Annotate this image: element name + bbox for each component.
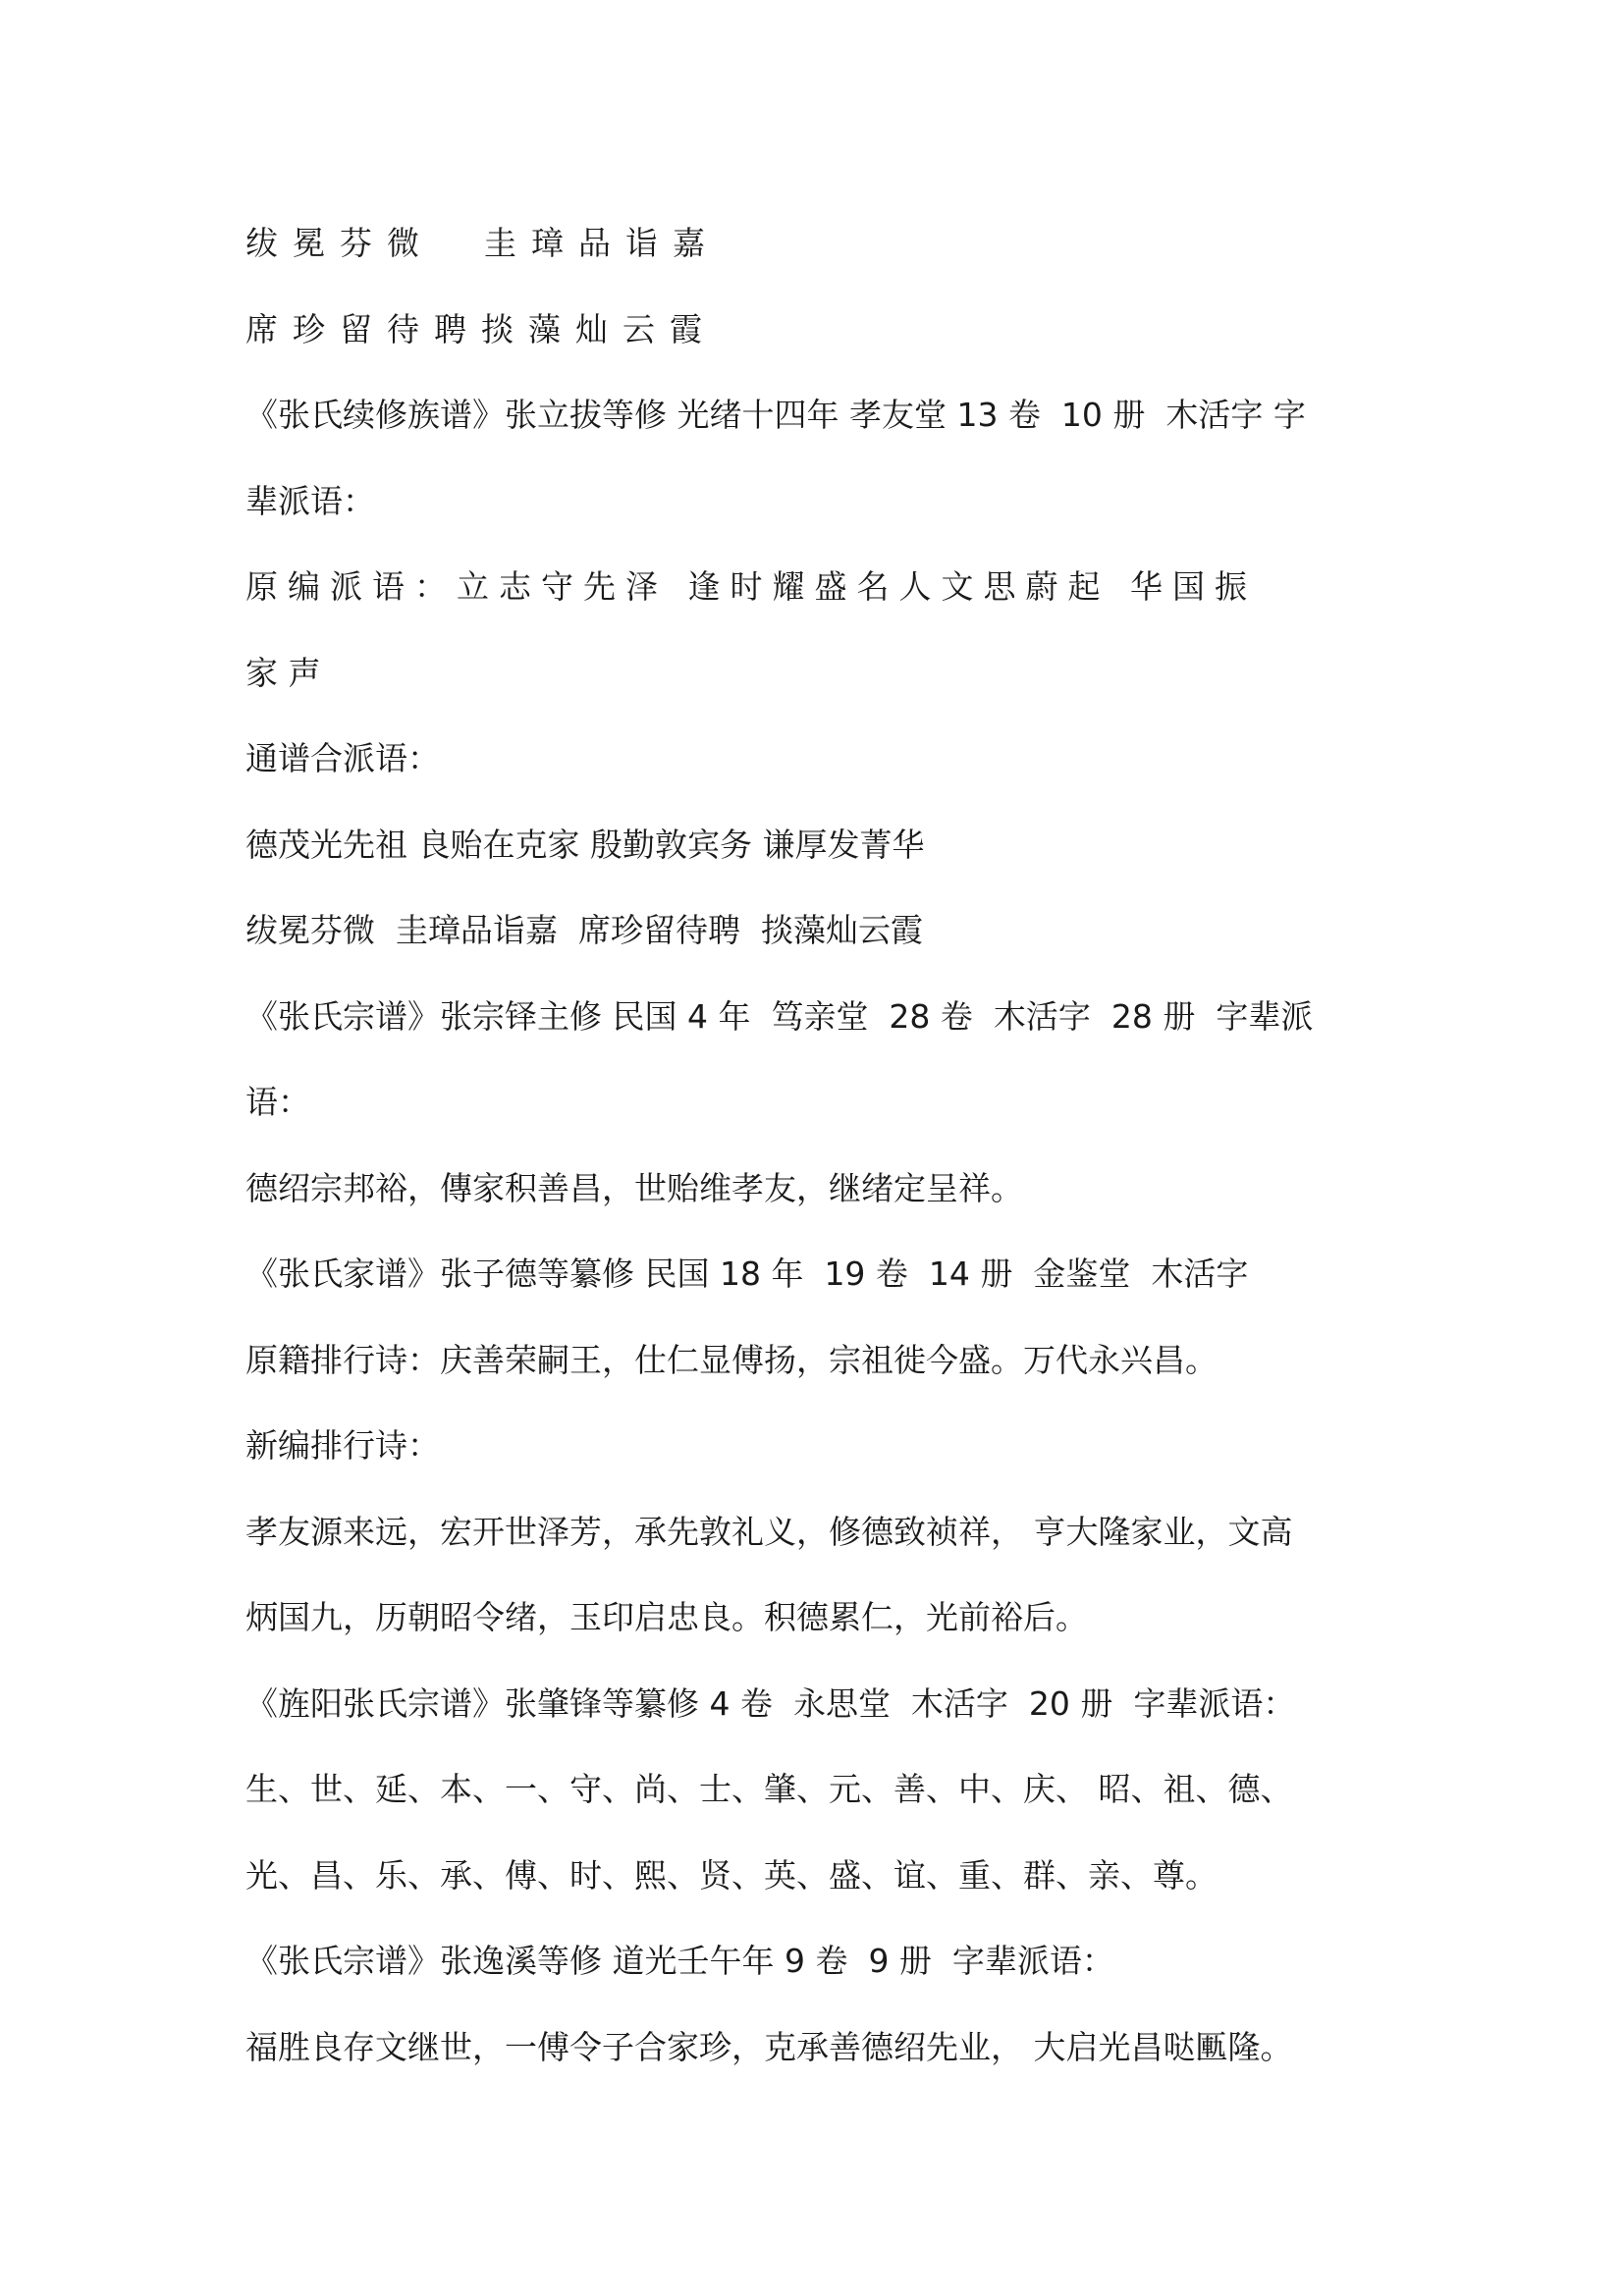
text-line: 《张氏宗谱》张逸溪等修 道光壬午年 9 卷 9 册 字辈派语： [245,1942,1114,1980]
text-line: 《张氏续修族谱》张立拔等修 光绪十四年 孝友堂 13 卷 10 册 木活字 字 [245,396,1306,434]
text-line: 绂冕芬微 圭璋品诣嘉 [245,224,720,262]
text-line: 辈派语： [245,481,375,520]
text-line: 原编派语：立志守先泽 逢时耀盛名人文思蔚起 华国振 [245,567,1257,606]
text-line: 新编排行诗： [245,1426,440,1465]
text-line: 席珍留待聘掞藻灿云霞 [245,309,717,348]
text-line: 《张氏宗谱》张宗铎主修 民国 4 年 笃亲堂 28 卷 木活字 28 册 字辈派 [245,996,1314,1036]
document-body [245,214,1394,2104]
text-line: 福胜良存文继世，一傅令子合家珍，克承善德绍先业， 大启光昌哒匭隆。 [245,2027,1293,2066]
text-line: 孝友源来远，宏开世泽芳，承先敦礼义，修德致祯祥， 亨大隆家业，文高 [245,1512,1293,1551]
text-line: 语： [245,1083,310,1121]
text-line: 通谱合派语： [245,739,440,777]
text-line: 原籍排行诗：庆善荣嗣王，仕仁显傅扬，宗祖徙今盛。万代永兴昌。 [245,1340,1218,1379]
text-line: 《张氏家谱》张子德等纂修 民国 18 年 19 卷 14 册 金鉴堂 木活字 [245,1255,1249,1293]
text-line: 炳国九，历朝昭令绪，玉印启忠良。积德累仁，光前裕后。 [245,1598,1088,1636]
text-line: 家 声 [245,653,321,692]
text-line: 德茂光先祖 良贻在克家 殷勤敦宾务 谦厚发菁华 [245,825,925,864]
text-line: 《旌阳张氏宗谱》张肇锋等纂修 4 卷 永思堂 木活字 20 册 字辈派语： [245,1683,1296,1723]
text-line: 德绍宗邦裕，傳家积善昌，世贻维孝友，继绪定呈祥。 [245,1168,1023,1207]
text-line: 绂冕芬微 圭璋品诣嘉 席珍留待聘 掞藻灿云霞 [245,911,923,949]
text-line: 生、世、延、本、一、守、尚、士、肇、元、善、中、庆、 昭、祖、德、 [245,1770,1293,1808]
text-line: 光、昌、乐、承、傅、时、熙、贤、英、盛、谊、重、群、亲、尊。 [245,1855,1218,1895]
